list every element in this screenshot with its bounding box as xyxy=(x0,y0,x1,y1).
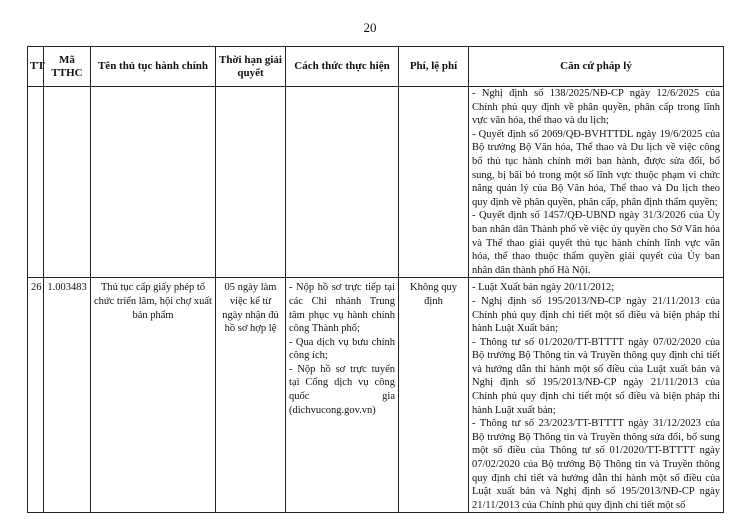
cell-legal-basis xyxy=(469,278,724,513)
legal-basis-item: - Nghị định số 195/2013/NĐ-CP ngày 21/11/2013 của Chính phủ quy định chi tiết một số điều và biện pháp thi hành Luật Xuất bản; xyxy=(472,295,720,335)
cell-name xyxy=(91,87,216,278)
method-item: - Nộp hồ sơ trực tiếp tại các Chi nhánh Trung tâm phục vụ hành chính công Thành phố; xyxy=(289,282,395,335)
header-tt: TT xyxy=(28,47,44,87)
cell-method xyxy=(286,87,399,278)
cell-deadline: 05 ngày làm việc kể từ ngày nhận đủ hồ sơ hợp lệ xyxy=(216,278,286,513)
method-item: - Qua dịch vụ bưu chính công ích; xyxy=(289,336,395,362)
cell-tt: 26 xyxy=(28,278,44,513)
cell-method xyxy=(286,278,399,513)
cell-tt xyxy=(28,87,44,278)
table-header-row xyxy=(28,47,724,87)
cell-fee: Không quy định xyxy=(399,278,469,513)
cell-code: 1.003483 xyxy=(44,278,91,513)
legal-basis-item: - Thông tư số 01/2020/TT-BTTTT ngày 07/02/2020 của Bộ trưởng Bộ Thông tin và Truyền thông quy định chi tiết và hướng dẫn thi hành một số điều của Luật xuất bản và Nghị định số 195/2013/NĐ-CP ngày 21/11/2013 của Chính phủ quy định chi tiết một số điều và biện pháp thi hành Luật xuất bản; xyxy=(472,336,720,416)
page-number: 20 xyxy=(363,20,377,35)
header-code: Mã TTHC xyxy=(44,47,91,87)
method-item: - Nộp hồ sơ trực tuyến tại Cổng dịch vụ công quốc gia (dichvucong.gov.vn) xyxy=(289,363,395,416)
header-name: Tên thủ tục hành chính xyxy=(91,47,216,87)
legal-basis-item: - Quyết định số 1457/QĐ-UBND ngày 31/3/2026 của Ủy ban nhân dân Thành phố về việc ủy quyền cho Sở Văn hóa và Thể thao giải quyết thủ tục hành chính lĩnh vực văn hóa, thể thao thuộc thẩm quyền giải quyết của Ủy ban nhân dân thành phố Hà Nội. xyxy=(472,210,720,276)
legal-basis-item: - Luật Xuất bản ngày 20/11/2012; xyxy=(472,282,615,294)
legal-basis-item: - Nghị định số 138/2025/NĐ-CP ngày 12/6/2025 của Chính phủ quy định về phân quyền, phân cấp trong lĩnh vực văn hóa, thể thao và du lịch; xyxy=(472,88,720,127)
procedure-table xyxy=(27,46,724,513)
table-row xyxy=(28,278,724,513)
cell-fee xyxy=(399,87,469,278)
legal-basis-item: - Quyết định số 2069/QĐ-BVHTTDL ngày 19/6/2025 của Bộ trưởng Bộ Văn hóa, Thể thao và Du lịch về việc công bố thủ tục hành chính mới ban hành, được sửa đổi, bổ sung, bị bãi bỏ trong một số lĩnh vực thuộc phạm vi chức năng quản lý của Bộ Văn hóa, Thể thao và Du lịch theo quy định về phân quyền, phân cấp, phân định thẩm quyền; xyxy=(472,128,720,208)
cell-deadline xyxy=(216,87,286,278)
header-method: Cách thức thực hiện xyxy=(286,47,399,87)
header-fee: Phí, lệ phí xyxy=(399,47,469,87)
cell-legal-basis xyxy=(469,87,724,278)
header-legal-basis: Căn cứ pháp lý xyxy=(469,47,724,87)
cell-name: Thủ tục cấp giấy phép tổ chức triển lãm, hội chợ xuất bản phẩm xyxy=(91,278,216,513)
legal-basis-item: - Thông tư số 23/2023/TT-BTTTT ngày 31/12/2023 của Bộ trưởng Bộ Thông tin và Truyền thông sửa đổi, bổ sung một số điều của Thông tư số 01/2020/TT-BTTTT ngày 07/02/2020 của Bộ trưởng Bộ Thông tin và Truyền thông quy định chi tiết và hướng dẫn thi hành một số điều của Luật xuất bản và Nghị định số 195/2013/NĐ-CP ngày 21/11/2013 của Chính phủ quy định chi tiết một số xyxy=(472,418,720,511)
cell-code xyxy=(44,87,91,278)
header-deadline: Thời hạn giải quyết xyxy=(216,47,286,87)
table-row xyxy=(28,87,724,278)
